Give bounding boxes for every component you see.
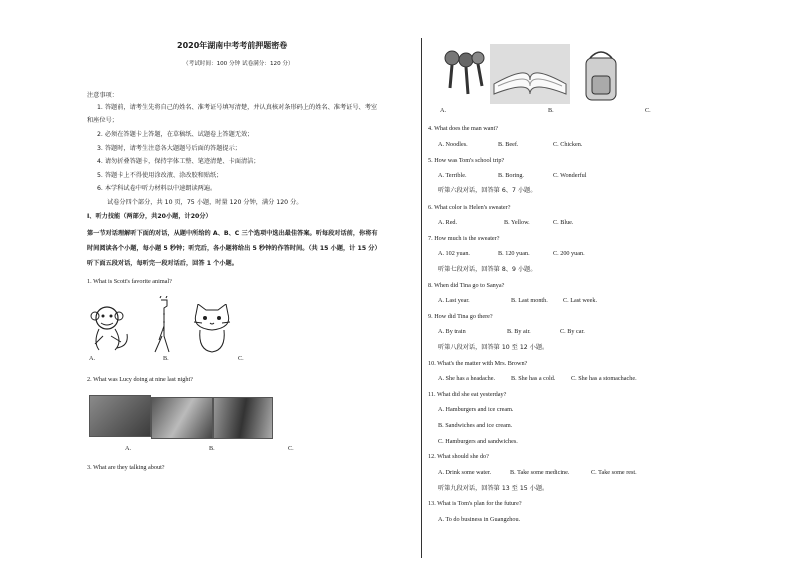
- q11-option-b[interactable]: B. Sandwiches and ice cream.: [438, 422, 513, 429]
- section-title: I、听力技能（两部分，共20小题，计20分）: [87, 213, 212, 220]
- note-item: 试卷分四个部分，共 10 页，75 小题，时量 120 分钟，满分 120 分。: [107, 199, 303, 206]
- giraffe-picture: [145, 296, 177, 354]
- q6-option-c[interactable]: C. Blue.: [553, 219, 574, 226]
- monkey-picture: [85, 302, 135, 354]
- question-10: 10. What's the matter with Mrs. Brown?: [428, 360, 528, 367]
- q2-option-c[interactable]: C.: [288, 445, 294, 452]
- q1-option-a[interactable]: A.: [89, 355, 96, 362]
- question-5: 5. How was Tom's school trip?: [428, 157, 505, 164]
- q13-option-a[interactable]: A. To do business in Guangzhou.: [438, 516, 521, 523]
- question-2: 2. What was Lucy doing at nine last night?: [87, 376, 193, 383]
- q5-option-b[interactable]: B. Boring.: [498, 172, 524, 179]
- q8-option-a[interactable]: A. Last year.: [438, 297, 470, 304]
- q12-option-c[interactable]: C. Take some rest.: [591, 469, 637, 476]
- q8-option-c[interactable]: C. Last week.: [563, 297, 598, 304]
- question-8: 8. When did Tina go to Sanya?: [428, 282, 505, 289]
- note-item: 和座位号；: [87, 117, 118, 124]
- keys-picture: [440, 48, 488, 98]
- dancing-photo: [89, 395, 151, 437]
- question-7: 7. How much is the sweater?: [428, 235, 500, 242]
- listen-instruction: 听第八段对话，回答第 10 至 12 小题。: [438, 344, 549, 351]
- question-3: 3. What are they talking about?: [87, 464, 165, 471]
- q1-option-c[interactable]: C.: [238, 355, 244, 362]
- notes-heading: 注意事项：: [87, 92, 118, 99]
- listen-instruction: 听第九段对话，回答第 13 至 15 小题。: [438, 485, 549, 492]
- singing-photo: [151, 397, 213, 439]
- q12-option-a[interactable]: A. Drink some water.: [438, 469, 492, 476]
- q7-option-a[interactable]: A. 102 yuan.: [438, 250, 470, 257]
- q3-option-b[interactable]: B.: [548, 107, 554, 114]
- q8-option-b[interactable]: B. Last month.: [511, 297, 548, 304]
- q1-option-b[interactable]: B.: [163, 355, 169, 362]
- book-picture: [490, 44, 570, 104]
- section-instruction: 时间阅读各个小题，每小题 5 秒钟；听完后，各小题将给出 5 秒钟的作答时间。（共 15 小题，计 15 分）: [87, 245, 381, 252]
- q9-option-c[interactable]: C. By car.: [560, 328, 585, 335]
- question-9: 9. How did Tina go there?: [428, 313, 493, 320]
- q12-option-b[interactable]: B. Take some medicine.: [510, 469, 570, 476]
- note-item: 3. 答题时，请考生注意各大题题号后面的答题提示；: [97, 145, 241, 152]
- listen-instruction: 听第六段对话，回答第 6、7 小题。: [438, 187, 537, 194]
- q9-option-b[interactable]: B. By air.: [507, 328, 531, 335]
- q7-option-b[interactable]: B. 120 yuan.: [498, 250, 530, 257]
- q5-option-a[interactable]: A. Terrible.: [438, 172, 467, 179]
- q6-option-b[interactable]: B. Yellow.: [504, 219, 530, 226]
- q7-option-c[interactable]: C. 200 yuan.: [553, 250, 585, 257]
- note-item: 4. 请勿折叠答题卡，保持字体工整、笔迹清楚、卡面清洁；: [97, 158, 260, 165]
- question-13: 13. What is Tom's plan for the future?: [428, 500, 522, 507]
- q4-option-c[interactable]: C. Chicken.: [553, 141, 583, 148]
- section-instruction: 听下面五段对话，每听完一段对话后，回答 1 个小题。: [87, 260, 238, 267]
- q6-option-a[interactable]: A. Red.: [438, 219, 458, 226]
- q2-option-a[interactable]: A.: [125, 445, 132, 452]
- exam-info: （考试时间：100 分钟 试卷满分：120 分）: [183, 61, 294, 67]
- q3-option-a[interactable]: A.: [440, 107, 447, 114]
- q4-option-b[interactable]: B. Beef.: [498, 141, 519, 148]
- cat-picture: [190, 304, 234, 356]
- section-instruction: 第一节对话理解听下面的对话，从题中所给的 A、B、C 三个选项中选出最佳答案。听每段对话前，你将有: [87, 230, 378, 237]
- q11-option-a[interactable]: A. Hamburgers and ice cream.: [438, 406, 514, 413]
- note-item: 2. 必须在答题卡上答题，在草稿纸、试题卷上答题无效；: [97, 131, 254, 138]
- q5-option-c[interactable]: C. Wonderful: [553, 172, 587, 179]
- listen-instruction: 听第七段对话，回答第 8、9 小题。: [438, 266, 537, 273]
- note-item: 5. 答题卡上不得使用涂改液、涂改胶和贴纸；: [97, 172, 223, 179]
- question-11: 11. What did she eat yesterday?: [428, 391, 507, 398]
- column-divider: [421, 38, 422, 558]
- question-12: 12. What should she do?: [428, 453, 489, 460]
- photographing-photo: [213, 397, 273, 439]
- backpack-picture: [582, 48, 620, 104]
- q10-option-b[interactable]: B. She has a cold.: [511, 375, 556, 382]
- q10-option-a[interactable]: A. She has a headache.: [438, 375, 496, 382]
- note-item: 1. 答题前，请考生先将自己的姓名、准考证号填写清楚，并认真核对条形码上的姓名、准考证号、考室: [97, 104, 378, 111]
- note-item: 6. 本学科试卷中听力材料以中速朗读两遍。: [97, 185, 217, 192]
- q3-option-c[interactable]: C.: [645, 107, 651, 114]
- question-1: 1. What is Scott's favorite animal?: [87, 278, 172, 285]
- page-title: 2020年湖南中考考前押题密卷: [177, 41, 288, 50]
- question-4: 4. What does the man want?: [428, 125, 498, 132]
- q4-option-a[interactable]: A. Noodles.: [438, 141, 468, 148]
- q10-option-c[interactable]: C. She has a stomachache.: [571, 375, 637, 382]
- q9-option-a[interactable]: A. By train: [438, 328, 466, 335]
- q2-option-b[interactable]: B.: [209, 445, 215, 452]
- question-6: 6. What color is Helen's sweater?: [428, 204, 511, 211]
- q11-option-c[interactable]: C. Hamburgers and sandwiches.: [438, 438, 518, 445]
